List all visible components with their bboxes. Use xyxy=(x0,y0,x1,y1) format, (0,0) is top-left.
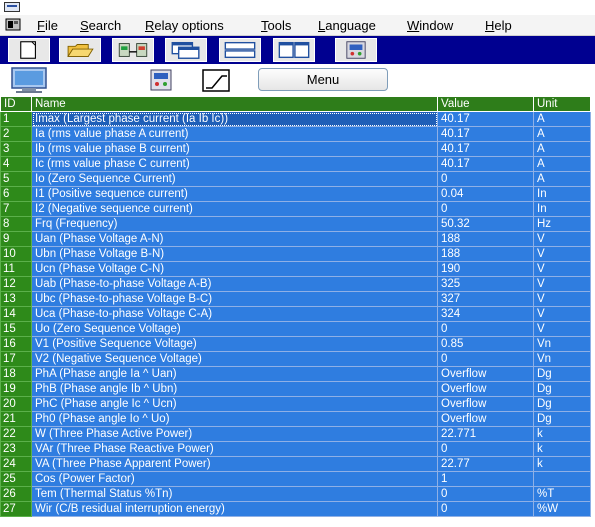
table-row[interactable] xyxy=(1,247,591,262)
cell-id[interactable]: 22 xyxy=(1,427,32,442)
cell-id[interactable]: 27 xyxy=(1,502,32,517)
column-header-value[interactable]: Value xyxy=(438,97,534,112)
relay-connect-button[interactable] xyxy=(112,38,154,62)
cell-name[interactable]: Uca (Phase-to-phase Voltage C-A) xyxy=(32,307,438,322)
cell-id[interactable]: 6 xyxy=(1,187,32,202)
cell-name[interactable]: V1 (Positive Sequence Voltage) xyxy=(32,337,438,352)
cell-value[interactable]: 188 xyxy=(438,232,534,247)
menu-tools[interactable]: Tools xyxy=(261,18,292,33)
window-tile-horizontal-icon xyxy=(220,39,260,61)
cell-unit[interactable]: k xyxy=(534,427,591,442)
cell-value[interactable]: 190 xyxy=(438,262,534,277)
menu-window[interactable]: Window xyxy=(407,18,454,33)
cell-name[interactable]: I1 (Positive sequence current) xyxy=(32,187,438,202)
cell-unit[interactable]: Hz xyxy=(534,217,591,232)
cell-id[interactable]: 24 xyxy=(1,457,32,472)
cell-id[interactable]: 13 xyxy=(1,292,32,307)
table-row[interactable] xyxy=(1,292,591,307)
menu-help[interactable]: Help xyxy=(485,18,512,33)
cell-value[interactable]: 0 xyxy=(438,502,534,517)
new-document-icon xyxy=(9,39,49,61)
table-row[interactable] xyxy=(1,232,591,247)
cell-id[interactable]: 2 xyxy=(1,127,32,142)
app-window-icon[interactable] xyxy=(4,2,20,12)
cell-name[interactable]: V2 (Negative Sequence Voltage) xyxy=(32,352,438,367)
cell-unit[interactable] xyxy=(534,472,591,487)
cell-unit[interactable]: A xyxy=(534,172,591,187)
cell-name[interactable]: Ph0 (Phase angle Io ^ Uo) xyxy=(32,412,438,427)
cell-id[interactable]: 23 xyxy=(1,442,32,457)
cell-id[interactable]: 10 xyxy=(1,247,32,262)
menu-relay-options[interactable]: Relay options xyxy=(145,18,224,33)
menu-language[interactable]: Language xyxy=(318,18,376,33)
table-row[interactable] xyxy=(1,427,591,442)
cell-unit[interactable]: k xyxy=(534,442,591,457)
cell-value[interactable]: 0 xyxy=(438,487,534,502)
cell-name[interactable]: PhA (Phase angle Ia ^ Uan) xyxy=(32,367,438,382)
column-header-unit[interactable]: Unit xyxy=(534,97,591,112)
cell-name[interactable]: Ic (rms value phase C current) xyxy=(32,157,438,172)
cell-value[interactable]: 0.04 xyxy=(438,187,534,202)
cell-unit[interactable]: V xyxy=(534,277,591,292)
table-row[interactable] xyxy=(1,367,591,382)
cell-value[interactable]: 0.85 xyxy=(438,337,534,352)
cell-unit[interactable]: k xyxy=(534,457,591,472)
tile-vertical-button[interactable] xyxy=(273,38,315,62)
table-row[interactable] xyxy=(1,352,591,367)
table-row[interactable] xyxy=(1,502,591,517)
cell-id[interactable]: 14 xyxy=(1,307,32,322)
relay-device-button[interactable] xyxy=(335,38,377,62)
tile-horizontal-button[interactable] xyxy=(219,38,261,62)
cell-unit[interactable]: V xyxy=(534,232,591,247)
cell-name[interactable]: Frq (Frequency) xyxy=(32,217,438,232)
cell-id[interactable]: 19 xyxy=(1,382,32,397)
cell-value[interactable]: 40.17 xyxy=(438,157,534,172)
table-row[interactable] xyxy=(1,157,591,172)
cell-id[interactable]: 20 xyxy=(1,397,32,412)
cell-id[interactable]: 9 xyxy=(1,232,32,247)
cell-unit[interactable]: In xyxy=(534,187,591,202)
table-row[interactable] xyxy=(1,112,591,127)
cell-name[interactable]: Ib (rms value phase B current) xyxy=(32,142,438,157)
cell-value[interactable]: 0 xyxy=(438,442,534,457)
cell-unit[interactable]: Vn xyxy=(534,337,591,352)
table-row[interactable] xyxy=(1,322,591,337)
curve-chart-icon[interactable] xyxy=(202,69,230,92)
cell-unit[interactable]: Vn xyxy=(534,352,591,367)
cell-id[interactable]: 5 xyxy=(1,172,32,187)
cell-value[interactable]: Overflow xyxy=(438,382,534,397)
cell-name[interactable]: I2 (Negative sequence current) xyxy=(32,202,438,217)
cell-id[interactable]: 11 xyxy=(1,262,32,277)
cell-name[interactable]: Io (Zero Sequence Current) xyxy=(32,172,438,187)
cell-name[interactable]: PhC (Phase angle Ic ^ Ucn) xyxy=(32,397,438,412)
cell-name[interactable]: Ucn (Phase Voltage C-N) xyxy=(32,262,438,277)
table-row[interactable] xyxy=(1,307,591,322)
menu-search[interactable]: Search xyxy=(80,18,122,33)
table-row[interactable] xyxy=(1,142,591,157)
cell-unit[interactable]: V xyxy=(534,292,591,307)
cell-value[interactable]: 0 xyxy=(438,172,534,187)
table-row[interactable] xyxy=(1,277,591,292)
cell-name[interactable]: Ia (rms value phase A current) xyxy=(32,127,438,142)
open-folder-button[interactable] xyxy=(59,38,101,62)
cell-value[interactable]: 40.17 xyxy=(438,142,534,157)
table-row[interactable] xyxy=(1,382,591,397)
table-row[interactable] xyxy=(1,217,591,232)
cell-name[interactable]: Cos (Power Factor) xyxy=(32,472,438,487)
main-toolbar xyxy=(0,36,595,64)
cell-value[interactable]: 0 xyxy=(438,322,534,337)
cell-value[interactable]: 0 xyxy=(438,202,534,217)
table-row[interactable] xyxy=(1,397,591,412)
cell-value[interactable]: 327 xyxy=(438,292,534,307)
cell-name[interactable]: PhB (Phase angle Ib ^ Ubn) xyxy=(32,382,438,397)
cell-value[interactable]: 325 xyxy=(438,277,534,292)
open-folder-icon xyxy=(60,39,100,61)
table-row[interactable] xyxy=(1,337,591,352)
cell-unit[interactable]: V xyxy=(534,262,591,277)
document-menu-icon[interactable] xyxy=(5,18,21,31)
secondary-toolbar xyxy=(0,64,595,96)
cell-unit[interactable]: V xyxy=(534,307,591,322)
cell-unit[interactable]: V xyxy=(534,247,591,262)
cell-value[interactable]: 22.77 xyxy=(438,457,534,472)
cell-id[interactable]: 8 xyxy=(1,217,32,232)
cell-id[interactable]: 26 xyxy=(1,487,32,502)
cell-id[interactable]: 7 xyxy=(1,202,32,217)
menu-button[interactable]: Menu xyxy=(258,68,388,91)
new-document-button[interactable] xyxy=(8,38,50,62)
cell-name[interactable]: VA (Three Phase Apparent Power) xyxy=(32,457,438,472)
cell-name[interactable]: Uo (Zero Sequence Voltage) xyxy=(32,322,438,337)
cell-id[interactable]: 1 xyxy=(1,112,32,127)
cell-unit[interactable]: A xyxy=(534,142,591,157)
cascade-windows-button[interactable] xyxy=(165,38,207,62)
cell-id[interactable]: 3 xyxy=(1,142,32,157)
cell-value[interactable]: 50.32 xyxy=(438,217,534,232)
cell-unit[interactable]: Dg xyxy=(534,382,591,397)
cell-id[interactable]: 25 xyxy=(1,472,32,487)
measurements-table xyxy=(0,96,590,517)
cell-unit[interactable]: In xyxy=(534,202,591,217)
relay-unit-icon[interactable] xyxy=(148,68,174,92)
cell-unit[interactable]: %T xyxy=(534,487,591,502)
cell-name[interactable]: Uab (Phase-to-phase Voltage A-B) xyxy=(32,277,438,292)
cell-id[interactable]: 4 xyxy=(1,157,32,172)
column-header-id[interactable]: ID xyxy=(1,97,32,112)
cell-value[interactable]: Overflow xyxy=(438,397,534,412)
table-header-row xyxy=(1,97,591,112)
table-row[interactable] xyxy=(1,262,591,277)
cell-unit[interactable]: %W xyxy=(534,502,591,517)
cell-name[interactable]: Ubn (Phase Voltage B-N) xyxy=(32,247,438,262)
table-row[interactable] xyxy=(1,457,591,472)
cell-value[interactable]: 22.771 xyxy=(438,427,534,442)
cell-value[interactable]: 188 xyxy=(438,247,534,262)
cell-id[interactable]: 16 xyxy=(1,337,32,352)
cell-value[interactable]: 40.17 xyxy=(438,112,534,127)
table-row[interactable] xyxy=(1,172,591,187)
cell-unit[interactable]: Dg xyxy=(534,412,591,427)
cell-id[interactable]: 17 xyxy=(1,352,32,367)
cell-unit[interactable]: V xyxy=(534,322,591,337)
cell-unit[interactable]: A xyxy=(534,157,591,172)
table-row[interactable] xyxy=(1,202,591,217)
cell-value[interactable]: 324 xyxy=(438,307,534,322)
cell-value[interactable]: Overflow xyxy=(438,367,534,382)
cell-id[interactable]: 12 xyxy=(1,277,32,292)
cell-name[interactable]: VAr (Three Phase Reactive Power) xyxy=(32,442,438,457)
table-row[interactable] xyxy=(1,442,591,457)
cell-unit[interactable]: Dg xyxy=(534,397,591,412)
relay-device-icon xyxy=(336,39,376,61)
cell-value[interactable]: 40.17 xyxy=(438,127,534,142)
window-tile-vertical-icon xyxy=(274,39,314,61)
cell-value[interactable]: Overflow xyxy=(438,412,534,427)
table-row[interactable] xyxy=(1,127,591,142)
table-row[interactable] xyxy=(1,487,591,502)
computer-icon[interactable] xyxy=(4,66,56,94)
cell-name[interactable]: Uan (Phase Voltage A-N) xyxy=(32,232,438,247)
title-bar xyxy=(0,0,595,14)
cell-value[interactable]: 1 xyxy=(438,472,534,487)
cell-name[interactable]: Tem (Thermal Status %Tn) xyxy=(32,487,438,502)
cell-id[interactable]: 21 xyxy=(1,412,32,427)
table-row[interactable] xyxy=(1,472,591,487)
menu-file[interactable]: File xyxy=(37,18,58,33)
cell-id[interactable]: 18 xyxy=(1,367,32,382)
column-header-name[interactable]: Name xyxy=(32,97,438,112)
cell-name[interactable]: W (Three Phase Active Power) xyxy=(32,427,438,442)
cell-name[interactable]: Wir (C/B residual interruption energy) xyxy=(32,502,438,517)
cell-id[interactable]: 15 xyxy=(1,322,32,337)
table-row[interactable] xyxy=(1,412,591,427)
cell-unit[interactable]: A xyxy=(534,112,591,127)
cell-unit[interactable]: A xyxy=(534,127,591,142)
cell-value[interactable]: 0 xyxy=(438,352,534,367)
cell-name[interactable]: Ubc (Phase-to-phase Voltage B-C) xyxy=(32,292,438,307)
cell-unit[interactable]: Dg xyxy=(534,367,591,382)
cell-name[interactable]: Imax (Largest phase current (Ia Ib Ic)) xyxy=(32,112,438,127)
menu-bar xyxy=(0,15,595,36)
relay-connect-icon xyxy=(113,39,153,61)
window-cascade-icon xyxy=(166,39,206,61)
table-row[interactable] xyxy=(1,187,591,202)
